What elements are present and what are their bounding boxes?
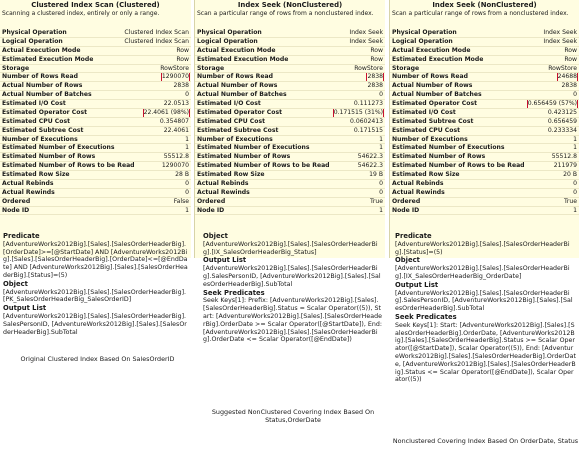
panel-title: Index Seek (NonClustered) — [237, 1, 343, 9]
property-label: Estimated Subtree Cost — [197, 126, 279, 134]
panel-description: Scan a particular range of rows from a nonclustered index. — [392, 10, 569, 17]
property-label: Estimated CPU Cost — [392, 126, 460, 134]
property-list — [390, 29, 579, 215]
seek-predicates-text: Seek Keys[1]: Prefix: [AdventureWorks2012Big].[Sales].[SalesOrderHeaderBig].Status = Scalar Operator((5)), Start: [AdventureWorks2012Big].[Sales].[SalesOrderHeaderBig].OrderDate >= Scalar Operator([@StartDate]), End: [AdventureWorks2012Big].[Sales].[SalesOrderHeaderBig].OrderDate <= Scalar Operator([@EndDate]) — [203, 297, 382, 344]
property-label: Number of Executions — [2, 135, 78, 143]
property-value: 0.354807 — [159, 117, 189, 125]
property-value: 0 — [573, 179, 577, 187]
property-row-storage — [390, 65, 579, 74]
property-label: Estimated Number of Rows to be Read — [2, 162, 135, 170]
property-label: Ordered — [2, 197, 31, 205]
property-row-number-of-executions — [195, 136, 385, 145]
output-list-text: [AdventureWorks2012Big].[Sales].[SalesOrderHeaderBig].SalesPersonID, [AdventureWorks2012Big].[Sales].[SalesOrderHeaderBig].SubTotal — [3, 312, 187, 336]
caption-orderdate-status-index: Nonclustered Covering Index Based On OrderDate, Status — [392, 437, 579, 445]
property-row-physical-operation — [195, 29, 385, 38]
property-row-estimated-operator-cost — [390, 100, 579, 109]
property-row-estimated-io-cost — [0, 100, 191, 109]
property-label: Estimated Row Size — [2, 171, 70, 178]
property-label: Actual Rebinds — [392, 179, 444, 187]
property-value: Index Seek — [543, 37, 577, 45]
property-label: Estimated CPU Cost — [197, 117, 265, 125]
property-value: 1 — [573, 144, 577, 152]
property-value: Row — [564, 55, 577, 63]
property-list — [0, 29, 191, 215]
predicate-text: [AdventureWorks2012Big].[Sales].[SalesOrderHeaderBig].[OrderDate]>=[@StartDate] AND [AdventureWorks2012Big].[Sales].[SalesOrderHeaderBig].[OrderDate]<=[@EndDate] AND [AdventureWorks2012Big].[Sales].[SalesOrderHeaderBig].[Status]=(5) — [3, 240, 188, 279]
property-row-estimated-number-of-executions — [0, 144, 191, 153]
property-label: Actual Rewinds — [197, 188, 250, 196]
property-label: Storage — [2, 64, 30, 72]
property-value: 0 — [573, 91, 577, 99]
property-value: 19 B — [369, 171, 383, 178]
property-label: Logical Operation — [2, 37, 63, 45]
property-row-node-id — [0, 207, 191, 216]
property-value: Clustered Index Scan — [124, 37, 189, 45]
panel-title: Clustered Index Scan (Clustered) — [31, 1, 160, 9]
property-label: Actual Rewinds — [2, 188, 55, 196]
index-seek-status-panel — [194, 0, 385, 258]
property-row-estimated-operator-cost — [195, 109, 385, 118]
property-label: Storage — [197, 64, 225, 72]
property-label: Actual Number of Batches — [197, 91, 287, 99]
property-row-node-id — [195, 207, 385, 216]
property-row-estimated-row-size — [0, 171, 191, 180]
property-value: 2838 — [561, 82, 577, 90]
property-row-ordered — [390, 198, 579, 207]
property-label: Estimated Number of Rows — [392, 153, 486, 161]
property-label: Estimated I/O Cost — [197, 100, 261, 107]
property-row-estimated-row-size — [195, 171, 385, 180]
property-label: Physical Operation — [392, 29, 457, 36]
property-value: Index Seek — [543, 29, 577, 36]
property-row-estimated-execution-mode — [195, 56, 385, 65]
property-value: True — [370, 197, 383, 205]
property-value: 0 — [379, 188, 383, 196]
property-label: Estimated Subtree Cost — [392, 117, 474, 125]
highlighted-property-value: 2838 — [367, 73, 383, 81]
property-label: Number of Executions — [197, 135, 273, 143]
property-row-number-of-executions — [390, 136, 579, 145]
property-label: Estimated Subtree Cost — [2, 126, 84, 134]
property-value: Row — [370, 55, 383, 63]
property-label: Actual Rebinds — [2, 179, 54, 187]
property-row-actual-rewinds — [0, 189, 191, 198]
property-value: 0 — [185, 188, 189, 196]
property-row-number-of-rows-read — [390, 73, 579, 82]
property-value: 0.0602413 — [350, 117, 383, 125]
property-label: Estimated Number of Executions — [2, 144, 115, 152]
property-label: Actual Number of Batches — [392, 91, 482, 99]
property-row-actual-number-of-batches — [390, 91, 579, 100]
property-value: 0 — [379, 179, 383, 187]
property-row-estimated-io-cost — [390, 109, 579, 118]
property-value: 0 — [379, 91, 383, 99]
property-row-estimated-subtree-cost — [0, 127, 191, 136]
property-value: 0 — [185, 91, 189, 99]
property-row-logical-operation — [195, 38, 385, 47]
property-value: 54622.3 — [357, 162, 383, 170]
property-value: 1 — [573, 206, 577, 214]
property-row-estimated-cpu-cost — [0, 118, 191, 127]
property-label: Estimated I/O Cost — [2, 100, 66, 107]
index-seek-orderdate-panel — [389, 0, 579, 258]
property-row-actual-number-of-batches — [0, 91, 191, 100]
property-row-estimated-io-cost — [195, 100, 385, 109]
property-row-storage — [0, 65, 191, 74]
property-value: 1 — [185, 206, 189, 214]
property-value: RowStore — [354, 64, 383, 72]
property-label: Estimated Operator Cost — [392, 100, 478, 107]
property-value: 0.423125 — [547, 108, 577, 116]
property-value: Row — [564, 46, 577, 54]
property-value: 0.656459 — [547, 117, 577, 125]
property-label: Actual Execution Mode — [197, 46, 276, 54]
property-row-estimated-execution-mode — [0, 56, 191, 65]
property-row-estimated-operator-cost — [0, 109, 191, 118]
property-value: 211979 — [553, 162, 577, 170]
property-value: 1 — [379, 135, 383, 143]
property-value: True — [564, 197, 577, 205]
highlighted-property-value: 0.656459 (57%) — [527, 100, 577, 107]
property-value: 2838 — [173, 82, 189, 90]
property-row-number-of-rows-read — [195, 73, 385, 82]
property-label: Storage — [392, 64, 420, 72]
property-value: 0.171515 — [353, 126, 383, 134]
property-label: Node ID — [2, 206, 30, 214]
property-label: Estimated Operator Cost — [197, 108, 283, 116]
property-label: Actual Number of Rows — [2, 82, 83, 90]
highlighted-property-value: 22.4061 (98%) — [143, 108, 189, 116]
property-row-estimated-number-of-executions — [195, 144, 385, 153]
output-list-heading: Output List — [203, 256, 247, 265]
property-row-logical-operation — [390, 38, 579, 47]
property-value: 0.111273 — [353, 100, 383, 107]
property-label: Estimated Row Size — [392, 171, 460, 178]
property-row-ordered — [195, 198, 385, 207]
property-row-estimated-rows-to-be-read — [0, 162, 191, 171]
highlighted-property-value: 1290070 — [161, 73, 189, 81]
property-row-actual-rewinds — [390, 189, 579, 198]
property-value: Index Seek — [349, 37, 383, 45]
property-row-estimated-number-of-rows — [195, 153, 385, 162]
predicate-heading: Predicate — [395, 232, 432, 240]
caption-status-orderdate-index: Suggested NonClustered Covering Index Based On Status,OrderDate — [211, 408, 375, 424]
property-row-estimated-row-size — [390, 171, 579, 180]
property-row-number-of-rows-read — [0, 73, 191, 82]
property-row-actual-rebinds — [195, 180, 385, 189]
property-row-actual-execution-mode — [390, 47, 579, 56]
property-value: 1 — [185, 144, 189, 152]
property-value: Row — [370, 46, 383, 54]
object-heading: Object — [3, 279, 28, 288]
highlighted-property-value: 0.171515 (31%) — [333, 108, 383, 116]
property-value: False — [173, 197, 189, 205]
property-label: Node ID — [197, 206, 225, 214]
property-label: Estimated CPU Cost — [2, 117, 70, 125]
property-row-estimated-rows-to-be-read — [390, 162, 579, 171]
property-value: RowStore — [548, 64, 577, 72]
property-value: 1290070 — [161, 162, 189, 170]
object-text: [AdventureWorks2012Big].[Sales].[SalesOrderHeaderBig].[IX_SalesOrderHeaderBig_OrderDate] — [395, 265, 570, 280]
seek-predicates-text: Seek Keys[1]: Start: [AdventureWorks2012Big].[Sales].[SalesOrderHeaderBig].OrderDate, [AdventureWorks2012Big].[Sales].[SalesOrderHeaderBig].Status >= Scalar Operator([@StartDate]), Scalar Operator((5)), End: [AdventureWorks2012Big].[Sales].[SalesOrderHeaderBig].OrderDate, [AdventureWorks2012Big].[Sales].[SalesOrderHeaderBig].Status <= Scalar Operator([@EndDate]), Scalar Operator((5)) — [395, 321, 576, 384]
property-label: Actual Number of Batches — [2, 91, 92, 99]
property-row-actual-execution-mode — [195, 47, 385, 56]
property-list — [195, 29, 385, 215]
property-row-actual-rewinds — [195, 189, 385, 198]
property-value: 0.233334 — [547, 126, 577, 134]
orderdate-seek-details — [392, 232, 579, 452]
clustered-scan-details — [0, 232, 192, 452]
predicate-text: [AdventureWorks2012Big].[Sales].[SalesOrderHeaderBig].[Status]=(5) — [395, 240, 570, 256]
property-row-logical-operation — [0, 38, 191, 47]
property-value: 22.4061 — [163, 126, 189, 134]
property-value: 2838 — [367, 82, 383, 90]
property-value: 1 — [573, 135, 577, 143]
property-value: Row — [176, 46, 189, 54]
property-row-actual-rebinds — [390, 180, 579, 189]
property-value: 0 — [185, 179, 189, 187]
property-row-actual-number-of-rows — [195, 82, 385, 91]
property-value: 55512.8 — [163, 153, 189, 161]
property-label: Actual Rebinds — [197, 179, 249, 187]
seek-predicates-heading: Seek Predicates — [203, 288, 265, 297]
property-row-node-id — [390, 207, 579, 216]
property-label: Node ID — [392, 206, 420, 214]
property-row-ordered — [0, 198, 191, 207]
property-label: Actual Execution Mode — [392, 46, 471, 54]
property-value: Row — [176, 55, 189, 63]
object-text: [AdventureWorks2012Big].[Sales].[SalesOrderHeaderBig].[PK_SalesOrderHeaderBig_SalesOrderID] — [3, 288, 187, 304]
property-row-actual-number-of-rows — [390, 82, 579, 91]
caption-clustered-index: Original Clustered Index Based On SalesOrderID — [20, 355, 175, 363]
property-row-number-of-executions — [0, 136, 191, 145]
property-value: 1 — [185, 135, 189, 143]
output-list-heading: Output List — [3, 304, 47, 313]
property-row-estimated-subtree-cost — [195, 127, 385, 136]
property-label: Ordered — [392, 197, 421, 205]
property-row-estimated-cpu-cost — [390, 127, 579, 136]
seek-predicates-heading: Seek Predicates — [395, 312, 457, 321]
property-row-estimated-execution-mode — [390, 56, 579, 65]
property-row-actual-rebinds — [0, 180, 191, 189]
clustered-index-scan-panel — [0, 0, 191, 258]
property-value: 1 — [379, 206, 383, 214]
property-label: Estimated Number of Executions — [197, 144, 310, 152]
property-label: Logical Operation — [392, 37, 453, 45]
panel-description: Scan a particular range of rows from a nonclustered index. — [197, 10, 374, 17]
property-label: Physical Operation — [197, 29, 262, 36]
property-label: Number of Rows Read — [197, 73, 273, 81]
property-row-estimated-number-of-executions — [390, 144, 579, 153]
property-row-actual-execution-mode — [0, 47, 191, 56]
property-label: Actual Execution Mode — [2, 46, 81, 54]
property-label: Estimated Operator Cost — [2, 108, 88, 116]
property-label: Actual Rewinds — [392, 188, 445, 196]
property-row-estimated-subtree-cost — [390, 118, 579, 127]
object-heading: Object — [395, 256, 420, 265]
property-value: 1 — [379, 144, 383, 152]
property-label: Estimated Number of Rows — [197, 153, 291, 161]
output-list-text: [AdventureWorks2012Big].[Sales].[SalesOrderHeaderBig].SalesPersonID, [AdventureWorks2012Big].[Sales].[SalesOrderHeaderBig].SubTotal — [395, 289, 573, 313]
property-label: Estimated Number of Rows — [2, 153, 96, 161]
object-heading: Object — [203, 232, 228, 240]
property-row-physical-operation — [0, 29, 191, 38]
property-label: Estimated Execution Mode — [2, 55, 94, 63]
property-label: Estimated Execution Mode — [197, 55, 289, 63]
property-label: Physical Operation — [2, 29, 67, 36]
property-value: 0 — [573, 188, 577, 196]
property-row-estimated-cpu-cost — [195, 118, 385, 127]
panel-title: Index Seek (NonClustered) — [432, 1, 537, 9]
property-label: Estimated Number of Rows to be Read — [392, 162, 525, 170]
property-label: Ordered — [197, 197, 226, 205]
property-label: Actual Number of Rows — [392, 82, 473, 90]
property-row-storage — [195, 65, 385, 74]
property-label: Estimated Number of Rows to be Read — [197, 162, 330, 170]
property-value: 22.0513 — [163, 100, 189, 107]
property-label: Number of Rows Read — [2, 73, 78, 81]
predicate-heading: Predicate — [3, 232, 40, 240]
property-value: Clustered Index Scan — [124, 29, 189, 36]
property-value: 28 B — [175, 171, 189, 178]
property-value: RowStore — [160, 64, 189, 72]
output-list-text: [AdventureWorks2012Big].[Sales].[SalesOrderHeaderBig].SalesPersonID, [AdventureWorks2012Big].[Sales].[SalesOrderHeaderBig].SubTotal — [203, 265, 381, 288]
object-text: [AdventureWorks2012Big].[Sales].[SalesOrderHeaderBig].[IX_SalesOrderHeaderBig_Status] — [203, 240, 378, 256]
property-label: Estimated Row Size — [197, 171, 265, 178]
property-row-physical-operation — [390, 29, 579, 38]
property-row-estimated-rows-to-be-read — [195, 162, 385, 171]
property-value: 54622.3 — [357, 153, 383, 161]
property-label: Logical Operation — [197, 37, 258, 45]
property-value: Index Seek — [349, 29, 383, 36]
property-label: Estimated I/O Cost — [392, 108, 456, 116]
property-row-actual-number-of-batches — [195, 91, 385, 100]
property-label: Estimated Execution Mode — [392, 55, 484, 63]
property-row-estimated-number-of-rows — [390, 153, 579, 162]
highlighted-property-value: 24688 — [557, 73, 577, 81]
output-list-heading: Output List — [395, 280, 439, 289]
property-label: Estimated Number of Executions — [392, 144, 505, 152]
panel-description: Scanning a clustered index, entirely or only a range. — [2, 10, 160, 17]
property-label: Actual Number of Rows — [197, 82, 278, 90]
property-label: Number of Rows Read — [392, 73, 468, 81]
property-value: 55512.8 — [551, 153, 577, 161]
property-value: 20 B — [563, 171, 577, 178]
property-row-actual-number-of-rows — [0, 82, 191, 91]
property-row-estimated-number-of-rows — [0, 153, 191, 162]
property-label: Number of Executions — [392, 135, 468, 143]
